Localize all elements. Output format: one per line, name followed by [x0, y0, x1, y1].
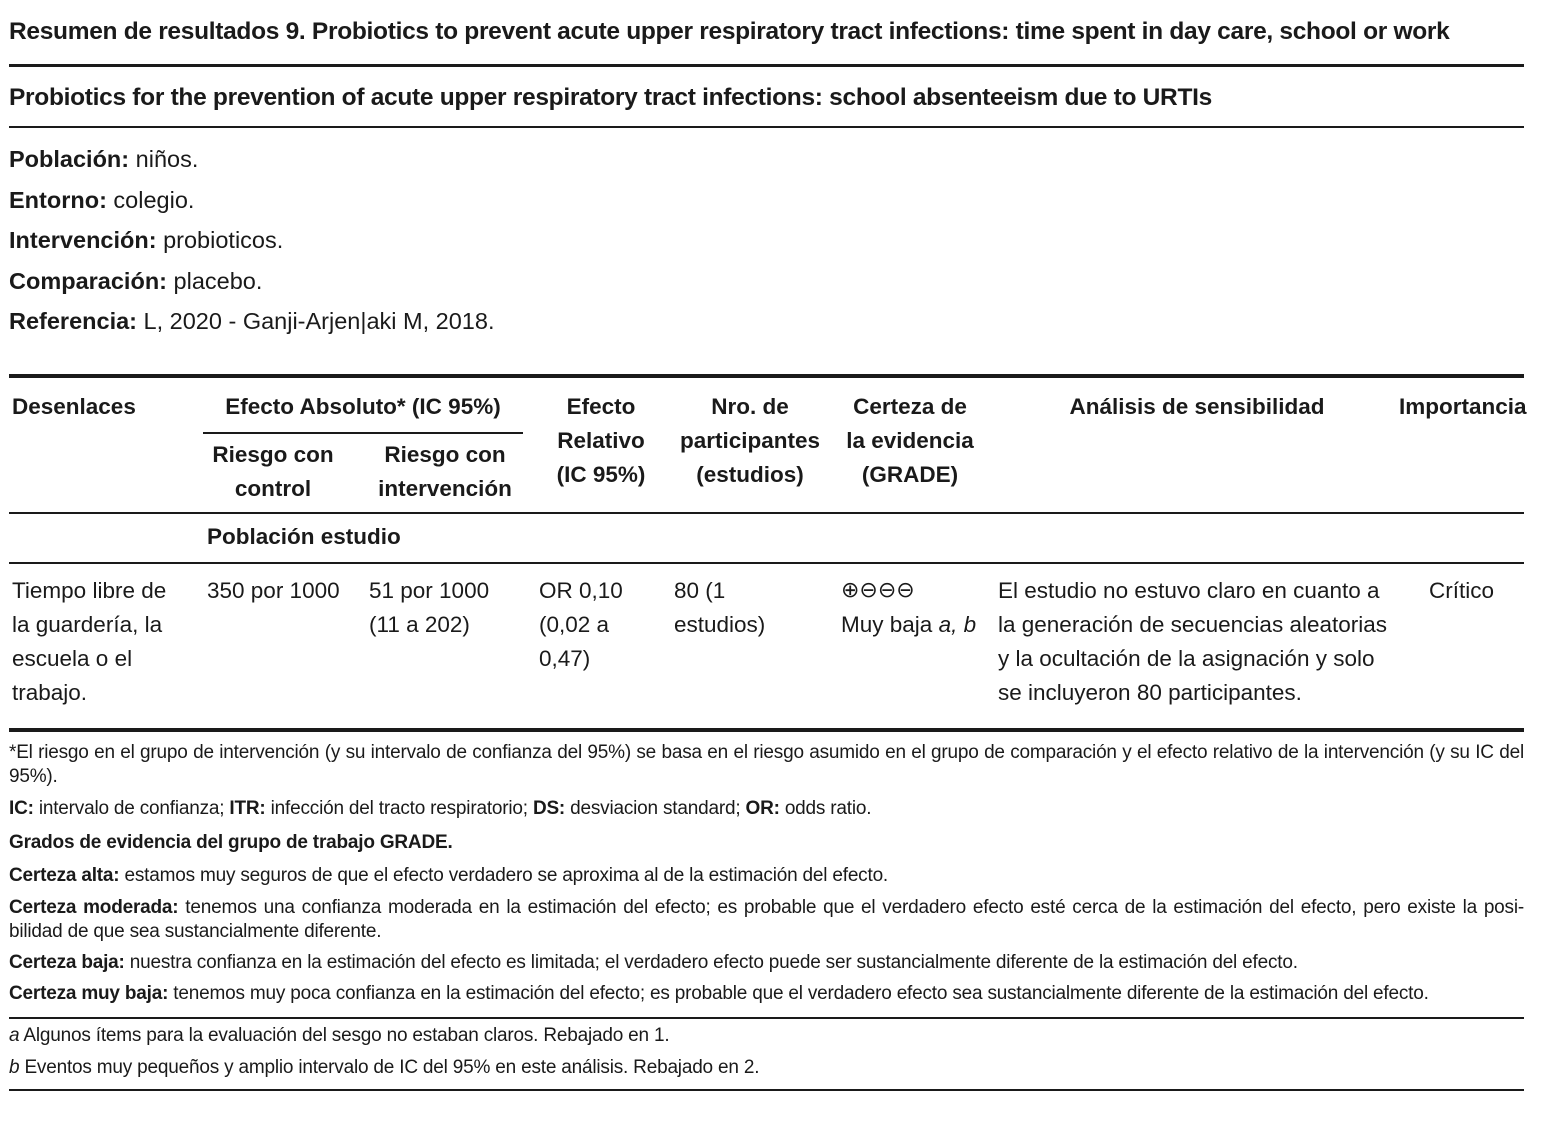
document-bottom-rule	[9, 1089, 1524, 1091]
cell-participantes: 80 (1 estudios)	[674, 578, 766, 637]
pico-value: L, 2020 - Ganji-Arjen|aki M, 2018.	[137, 308, 495, 334]
abbr-label: ITR:	[229, 798, 266, 819]
pico-entorno	[9, 187, 194, 214]
pico-value: colegio.	[106, 187, 195, 213]
pico-label: Entorno:	[9, 187, 107, 213]
grade-certeza-alta	[9, 864, 1524, 888]
header-certeza: Certeza de la evidencia (GRADE)	[846, 394, 974, 487]
grade-label: Certeza muy baja:	[9, 983, 169, 1004]
header-participantes: Nro. de participantes (estudios)	[679, 394, 821, 487]
abbr-label: IC:	[9, 798, 34, 819]
population-row-rule	[9, 562, 1524, 564]
abbr-label: DS:	[532, 798, 566, 819]
grade-text: estamos muy seguros de que el efecto verdadero se aproxima al de la estimación del efecto.	[119, 865, 889, 886]
cell-riesgo-control: 350 por 1000	[207, 578, 340, 603]
note-a	[9, 1024, 1524, 1048]
header-bottom-rule	[9, 512, 1524, 514]
population-row-label: Población estudio	[207, 524, 401, 549]
grade-certeza-baja	[9, 951, 1524, 975]
header-analisis: Análisis de sensibilidad	[1069, 394, 1325, 419]
pico-value: niños.	[129, 146, 199, 172]
pico-poblacion	[9, 146, 198, 173]
pico-value: placebo.	[167, 268, 263, 294]
footnote-asterisk: *El riesgo en el grupo de intervención (y su intervalo de confianza del 95%) se basa en el riesgo asumido en el grupo de comparación y el efecto relativo de la intervención (y su IC del 95%).	[9, 742, 1524, 787]
cell-efecto-relativo: OR 0,10 (0,02 a 0,47)	[539, 578, 623, 671]
header-desenlaces: Desenlaces	[12, 394, 136, 419]
grade-certainty-icons: ⊕⊖⊖⊖	[841, 578, 915, 603]
certeza-label: Muy baja	[841, 612, 933, 637]
document-title: Resumen de resultados 9. Probiotics to prevent acute upper respiratory tract infections: time spent in day care, school or work	[9, 18, 1450, 45]
abbr-text: desviacion standard;	[565, 798, 746, 819]
cell-riesgo-intervencion: 51 por 1000 (11 a 202)	[369, 578, 490, 637]
header-riesgo-control: Riesgo con control	[212, 442, 334, 501]
footnote-abbreviations	[9, 797, 1524, 821]
header-riesgo-intervencion: Riesgo con intervención	[378, 442, 512, 501]
note-text: Eventos muy pequeños y amplio intervalo de IC del 95% en este análisis. Rebajado en 2.	[19, 1057, 760, 1078]
grade-label: Certeza baja:	[9, 952, 125, 973]
table-bottom-rule	[9, 728, 1524, 732]
certeza-refs: a, b	[938, 612, 977, 637]
grade-label: Certeza alta:	[9, 865, 120, 886]
cell-certeza	[841, 574, 991, 642]
notes-rule	[9, 1017, 1524, 1019]
title-rule	[9, 64, 1524, 67]
subtitle-rule	[9, 126, 1524, 128]
grade-text: nuestra confianza en la estimación del efecto es limitada; el verdadero efecto puede ser sustancialmente diferente de la estimación del efecto.	[124, 952, 1298, 973]
header-importancia: Importancia	[1399, 394, 1527, 419]
grade-certeza-moderada	[9, 896, 1524, 944]
header-efecto-absoluto: Efecto Absoluto* (IC 95%)	[225, 394, 501, 419]
grade-certeza-muy-baja	[9, 982, 1524, 1006]
abbr-text: odds ratio.	[779, 798, 872, 819]
grade-text: tenemos muy poca confianza en la estimación del efecto; es probable que el verdadero efecto sea sustancialmente diferente de la estimación del efecto.	[168, 983, 1429, 1004]
pico-referencia	[9, 308, 494, 335]
pico-value: probioticos.	[156, 227, 284, 253]
pico-comparacion	[9, 268, 262, 295]
pico-label: Comparación:	[9, 268, 167, 294]
note-letter: b	[9, 1057, 20, 1078]
pico-label: Referencia:	[9, 308, 137, 334]
abbr-text: intervalo de confianza;	[33, 798, 230, 819]
cell-analisis: El estudio no estuvo claro en cuanto a la generación de secuencias aleatorias y la ocultación de la asignación y solo se incluyeron 80 participantes.	[998, 578, 1388, 705]
grade-certainty-text	[841, 608, 991, 642]
abbr-label: OR:	[745, 798, 780, 819]
efecto-absoluto-rule	[203, 432, 523, 434]
pico-label: Población:	[9, 146, 130, 172]
table-top-rule	[9, 374, 1524, 378]
grade-title	[9, 831, 1524, 855]
cell-importancia: Crítico	[1428, 578, 1494, 603]
pico-label: Intervención:	[9, 227, 157, 253]
abbr-text: infección del tracto respiratorio;	[265, 798, 533, 819]
note-text: Algunos ítems para la evaluación del sesgo no estaban claros. Rebajado en 1.	[19, 1025, 670, 1046]
document-subtitle: Probiotics for the prevention of acute upper respiratory tract infections: school absenteeism due to URTIs	[9, 84, 1212, 111]
grade-label: Certeza moderada:	[9, 897, 179, 918]
note-b	[9, 1056, 1524, 1080]
header-efecto-relativo: Efecto Relativo (IC 95%)	[556, 394, 646, 487]
cell-desenlace: Tiempo libre de la guardería, la escuela o el trabajo.	[12, 578, 167, 705]
grade-title-text: Grados de evidencia del grupo de trabajo GRADE.	[9, 832, 453, 853]
note-letter: a	[9, 1025, 20, 1046]
pico-intervencion	[9, 227, 283, 254]
grade-text: tenemos una confianza moderada en la estimación del efecto; es probable que el verdadero efecto esté cerca de la estimación del efecto, pero existe la posi-bilidad de que sea sustancialmente diferente.	[9, 897, 1524, 942]
